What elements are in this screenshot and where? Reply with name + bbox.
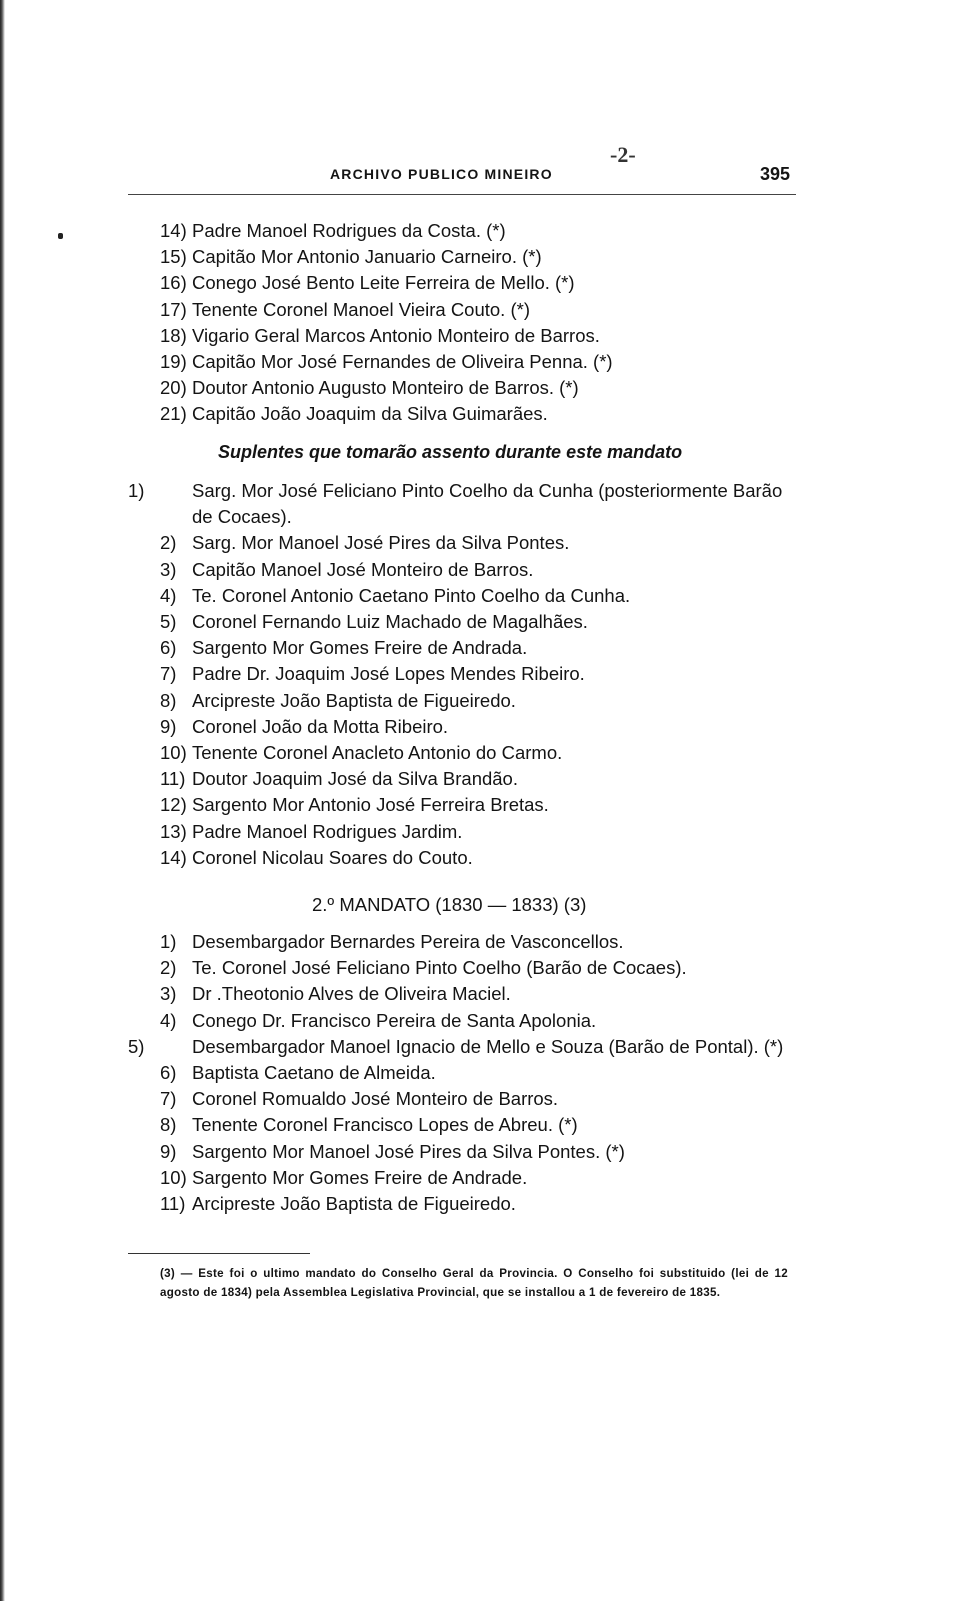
item-number: 11)	[160, 768, 186, 790]
item-text: Coronel Romualdo José Monteiro de Barros.	[192, 1088, 559, 1110]
item-text: Sargento Mor Gomes Freire de Andrada.	[192, 637, 528, 659]
page-number: 395	[760, 164, 791, 184]
item-text: Conego José Bento Leite Ferreira de Mello. (*)	[192, 272, 575, 294]
item-text: Doutor Joaquim José da Silva Brandão.	[192, 768, 518, 790]
mandato-heading: 2.º MANDATO (1830 — 1833) (3)	[312, 894, 587, 915]
item-number: 3)	[160, 558, 177, 580]
list-item	[160, 981, 800, 1007]
item-text: Capitão Manoel José Monteiro de Barros.	[192, 558, 534, 580]
item-number: 4)	[160, 1009, 177, 1031]
item-text: Dr .Theotonio Alves de Oliveira Maciel.	[192, 983, 511, 1005]
item-number: 5)	[160, 611, 177, 633]
item-number: 12)	[160, 794, 187, 816]
item-number: 3)	[160, 983, 177, 1005]
item-number: 5)	[128, 1035, 145, 1057]
item-text: Desembargador Manoel Ignacio de Mello e Souza (Barão de Pontal). (*)	[192, 1035, 784, 1057]
item-number: 17)	[160, 298, 187, 320]
item-text: Sargento Mor Manoel José Pires da Silva Pontes. (*)	[192, 1140, 625, 1162]
list-item	[160, 1086, 800, 1112]
item-text: Desembargador Bernardes Pereira de Vasconcellos.	[192, 931, 624, 952]
item-text: Sarg. Mor José Feliciano Pinto Coelho da Cunha (posteriormente Barão de Cocaes).	[192, 480, 783, 528]
item-number: 10)	[160, 1166, 187, 1188]
list-item	[128, 1034, 800, 1060]
list-item	[160, 297, 800, 323]
item-text: Conego Dr. Francisco Pereira de Santa Apolonia.	[192, 1009, 597, 1031]
list-item	[160, 1112, 800, 1138]
item-number: 6)	[160, 637, 177, 659]
handwritten-mark: -2-	[610, 142, 636, 167]
list-item	[160, 955, 800, 981]
item-text: Tenente Coronel Anacleto Antonio do Carmo.	[192, 742, 563, 764]
item-number: 9)	[160, 715, 177, 737]
item-number: 14)	[160, 220, 187, 241]
item-text: Doutor Antonio Augusto Monteiro de Barros. (*)	[192, 377, 579, 399]
suplentes-heading: Suplentes que tomarão assento durante este mandato	[218, 442, 683, 462]
footnote-rule	[128, 1253, 310, 1254]
item-text: Capitão João Joaquim da Silva Guimarães.	[192, 403, 548, 425]
list-item	[160, 1165, 800, 1191]
list-item	[160, 349, 800, 375]
item-number: 8)	[160, 689, 177, 711]
item-number: 14)	[160, 846, 187, 868]
item-text: Sargento Mor Antonio José Ferreira Bretas.	[192, 794, 549, 816]
footnote: (3) — Este foi o ultimo mandato do Conselho Geral da Provincia. O Conselho foi substituido (lei de 12 agosto de 1834) pela Assemblea Legislativa Provincial, que se installou a 1 de fevereiro de 1835.	[160, 1267, 788, 1299]
list-item	[160, 583, 800, 609]
list-item	[160, 714, 800, 740]
list-item	[160, 244, 800, 270]
running-header	[120, 142, 800, 186]
item-number: 1)	[128, 480, 145, 501]
item-number: 7)	[160, 663, 177, 685]
item-number: 19)	[160, 351, 187, 373]
item-text: Padre Dr. Joaquim José Lopes Mendes Ribeiro.	[192, 663, 585, 685]
item-number: 16)	[160, 272, 187, 294]
item-number: 9)	[160, 1140, 177, 1162]
item-text: Coronel Fernando Luiz Machado de Magalhães.	[192, 611, 588, 633]
list-item	[160, 766, 800, 792]
item-number: 13)	[160, 820, 187, 842]
item-number: 1)	[160, 931, 177, 952]
list-item	[160, 845, 800, 871]
item-text: Sargento Mor Gomes Freire de Andrade.	[192, 1166, 528, 1188]
list-item	[160, 740, 800, 766]
list-item	[160, 792, 800, 818]
item-number: 8)	[160, 1114, 177, 1136]
item-text: Te. Coronel Antonio Caetano Pinto Coelho da Cunha.	[192, 584, 631, 606]
item-number: 21)	[160, 403, 187, 425]
item-text: Te. Coronel José Feliciano Pinto Coelho (Barão de Cocaes).	[192, 957, 687, 979]
list-item	[160, 218, 800, 244]
suplentes-list	[128, 478, 800, 871]
header-rule	[128, 194, 796, 195]
item-number: 4)	[160, 584, 177, 606]
item-number: 10)	[160, 742, 187, 764]
item-number: 15)	[160, 246, 187, 268]
list-item	[160, 375, 800, 401]
item-text: Tenente Coronel Manoel Vieira Couto. (*)	[192, 298, 530, 320]
item-text: Coronel Nicolau Soares do Couto.	[192, 846, 473, 868]
item-text: Coronel João da Motta Ribeiro.	[192, 715, 449, 737]
conselheiros-list-continued	[160, 218, 800, 428]
list-item	[160, 929, 800, 955]
item-text: Sarg. Mor Manoel José Pires da Silva Pontes.	[192, 532, 570, 554]
item-text: Vigario Geral Marcos Antonio Monteiro de Barros.	[192, 324, 600, 346]
item-number: 2)	[160, 532, 177, 554]
list-item	[160, 819, 800, 845]
list-item	[160, 609, 800, 635]
header-title: ARCHIVO PUBLICO MINEIRO	[330, 166, 553, 182]
list-item	[160, 1008, 800, 1034]
scan-edge-shadow	[0, 0, 5, 1601]
item-text: Padre Manoel Rodrigues Jardim.	[192, 820, 463, 842]
item-number: 6)	[160, 1062, 177, 1084]
item-text: Tenente Coronel Francisco Lopes de Abreu. (*)	[192, 1114, 578, 1136]
item-number: 7)	[160, 1088, 177, 1110]
list-item	[160, 401, 800, 427]
list-item	[160, 1191, 800, 1217]
list-item	[160, 270, 800, 296]
item-text: Capitão Mor José Fernandes de Oliveira Penna. (*)	[192, 351, 613, 373]
item-text: Padre Manoel Rodrigues da Costa. (*)	[192, 220, 506, 241]
item-text: Arcipreste João Baptista de Figueiredo.	[192, 689, 516, 711]
item-number: 11)	[160, 1193, 186, 1215]
list-item	[160, 688, 800, 714]
list-item	[160, 530, 800, 556]
list-item	[128, 478, 800, 530]
item-number: 18)	[160, 324, 187, 346]
list-item	[160, 635, 800, 661]
item-number: 20)	[160, 377, 187, 399]
margin-mark	[58, 233, 63, 239]
item-number: 2)	[160, 957, 177, 979]
list-item	[160, 1060, 800, 1086]
item-text: Baptista Caetano de Almeida.	[192, 1062, 436, 1084]
list-item	[160, 323, 800, 349]
mandato-2-list	[128, 929, 800, 1217]
list-item	[160, 1139, 800, 1165]
list-item	[160, 661, 800, 687]
list-item	[160, 557, 800, 583]
item-text: Capitão Mor Antonio Januario Carneiro. (*)	[192, 246, 542, 268]
item-text: Arcipreste João Baptista de Figueiredo.	[192, 1193, 516, 1215]
